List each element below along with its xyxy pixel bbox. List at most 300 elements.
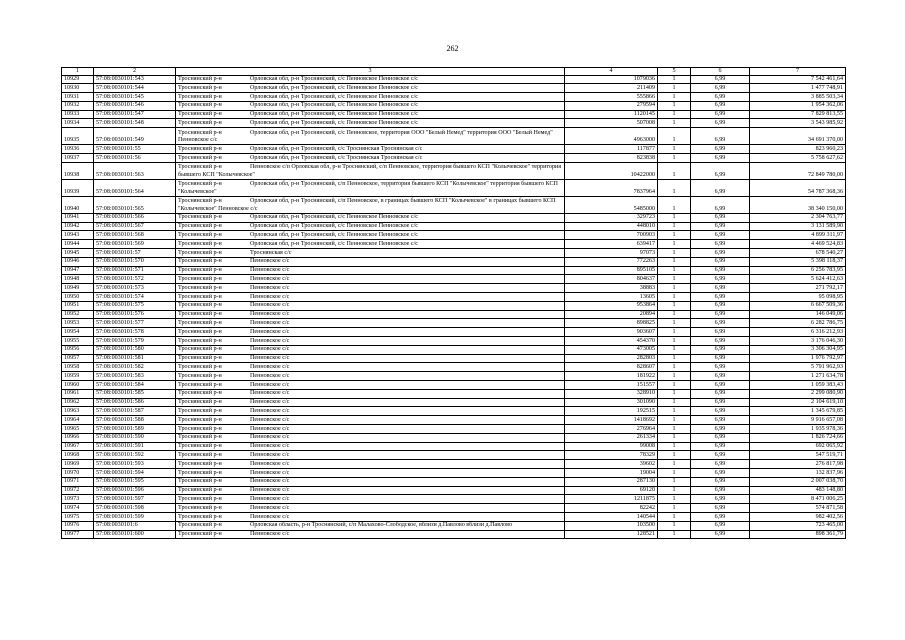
cadastral-number-cell: 57:08:0030101:547 <box>94 110 176 119</box>
coefficient-cell: 1 <box>658 213 691 222</box>
cadastral-value-cell: 271 792,17 <box>750 284 846 293</box>
cadastral-value-cell: 723 465,00 <box>750 521 846 530</box>
location-cell <box>176 337 565 346</box>
coefficient-cell: 1 <box>658 345 691 354</box>
coefficient-cell: 1 <box>658 460 691 469</box>
address-text: Пенновское с/с <box>250 346 290 353</box>
cadastral-value-cell: 2 299 080,90 <box>750 389 846 398</box>
address-text: Пенновское с/с <box>250 416 290 423</box>
address-text: Пенновское с/с <box>250 478 290 485</box>
row-number-cell: 10965 <box>62 425 94 434</box>
location-cell <box>176 222 565 231</box>
location-cell <box>176 319 565 328</box>
rate-cell: 6,99 <box>691 154 750 163</box>
rate-cell: 6,99 <box>691 249 750 258</box>
row-number-cell: 10966 <box>62 433 94 442</box>
table-row <box>62 93 846 102</box>
coefficient-cell: 1 <box>658 407 691 416</box>
area-cell: 287130 <box>565 477 658 486</box>
address-text: Орловская обл, р-н Троснянский, с/с Пенновское Пенновское с/с <box>250 214 419 221</box>
location-cell <box>176 266 565 275</box>
row-number-cell: 10957 <box>62 354 94 363</box>
address-text: Пенновское с/с <box>250 425 290 432</box>
rate-cell: 6,99 <box>691 145 750 154</box>
cadastral-number-cell: 57:08:0030101:545 <box>94 93 176 102</box>
location-cell <box>176 425 565 434</box>
cadastral-value-cell: 483 148,80 <box>750 486 846 495</box>
cadastral-value-cell: 678 540,27 <box>750 249 846 258</box>
address-text: Пенновское с/с <box>250 408 290 414</box>
location-cell <box>176 93 565 102</box>
area-cell: 555866 <box>565 93 658 102</box>
row-number-cell: 10967 <box>62 442 94 451</box>
address-text: Пенновское с/с <box>250 469 290 476</box>
table-row <box>62 495 846 504</box>
row-number-cell: 10963 <box>62 407 94 416</box>
rate-cell: 6,99 <box>691 275 750 284</box>
cadastral-number-cell: 57:08:0030101:582 <box>94 363 176 372</box>
address-text: Пенновское с/с <box>250 302 290 309</box>
address-text: Пенновское с/с <box>250 276 290 283</box>
cadastral-value-cell: 132 837,96 <box>750 468 846 477</box>
cadastral-value-cell: 6 316 212,93 <box>750 328 846 337</box>
rate-cell: 6,99 <box>691 530 750 539</box>
cadastral-value-cell: 1 059 383,43 <box>750 381 846 390</box>
cadastral-value-cell: 1 976 792,97 <box>750 354 846 363</box>
row-number-cell: 10931 <box>62 93 94 102</box>
area-cell: 7837964 <box>565 179 658 196</box>
district-text: Троснянский р-н <box>178 258 222 265</box>
cadastral-number-cell: 57:08:0030101:577 <box>94 319 176 328</box>
address-text: Пенновское с/с <box>250 293 290 300</box>
rate-cell: 6,99 <box>691 75 750 84</box>
district-text: Троснянский р-н <box>178 346 222 353</box>
district-text: Троснянский р-н <box>178 284 222 291</box>
coefficient-cell: 1 <box>658 266 691 275</box>
cadastral-number-cell: 57:08:0030101:586 <box>94 398 176 407</box>
area-cell: 953864 <box>565 301 658 310</box>
area-cell: 1079036 <box>565 75 658 84</box>
column-header: 1 <box>62 68 94 76</box>
location-cell <box>176 257 565 266</box>
coefficient-cell: 1 <box>658 433 691 442</box>
address-text: Пенновское с/с <box>250 372 290 379</box>
cadastral-value-cell: 38 340 150,00 <box>750 196 846 213</box>
cadastral-number-cell: 57:08:0030101:587 <box>94 407 176 416</box>
location-cell <box>176 293 565 302</box>
area-cell: 38883 <box>565 284 658 293</box>
cadastral-value-cell: 4 469 524,83 <box>750 240 846 249</box>
row-number-cell: 10943 <box>62 231 94 240</box>
cadastral-number-cell: 57:08:0030101:568 <box>94 231 176 240</box>
cadastral-value-cell: 3 306 304,95 <box>750 345 846 354</box>
column-header: 7 <box>750 68 846 76</box>
district-text: Троснянский р-н <box>178 390 222 397</box>
area-cell: 151557 <box>565 381 658 390</box>
cadastral-number-cell: 57:08:0030101:595 <box>94 477 176 486</box>
cadastral-number-cell: 57:08:0030101:584 <box>94 381 176 390</box>
rate-cell: 6,99 <box>691 504 750 513</box>
location-cell <box>176 101 565 110</box>
cadastral-value-cell: 5 791 962,93 <box>750 363 846 372</box>
location-cell <box>176 521 565 530</box>
table-row <box>62 284 846 293</box>
cadastral-number-cell: 57:08:0030101:573 <box>94 284 176 293</box>
row-number-cell: 10961 <box>62 389 94 398</box>
address-text: Пенновское с/с <box>250 487 290 494</box>
location-cell <box>176 154 565 163</box>
row-number-cell: 10929 <box>62 75 94 84</box>
cadastral-value-cell: 6 256 783,95 <box>750 266 846 275</box>
address-text: Пенновское с/с <box>250 337 290 344</box>
location-cell <box>176 231 565 240</box>
area-cell: 103500 <box>565 521 658 530</box>
rate-cell: 6,99 <box>691 442 750 451</box>
location-cell <box>176 468 565 477</box>
address-text: Пенновское с/с <box>250 258 290 265</box>
cadastral-number-cell: 57:08:0030101:579 <box>94 337 176 346</box>
column-number-row <box>62 68 846 76</box>
row-number-cell: 10959 <box>62 372 94 381</box>
district-text: Троснянский р-н <box>178 164 222 171</box>
location-cell <box>176 460 565 469</box>
area-cell: 1418692 <box>565 416 658 425</box>
table-row <box>62 257 846 266</box>
cadastral-value-cell: 574 871,58 <box>750 504 846 513</box>
district-text: Троснянский р-н <box>178 522 222 529</box>
cadastral-value-cell: 1 477 748,91 <box>750 84 846 93</box>
area-cell: 13605 <box>565 293 658 302</box>
coefficient-cell: 1 <box>658 495 691 504</box>
row-number-cell: 10974 <box>62 504 94 513</box>
district-text: Троснянский р-н <box>178 198 222 205</box>
location-cell <box>176 162 565 179</box>
area-cell: 898825 <box>565 319 658 328</box>
row-number-cell: 10948 <box>62 275 94 284</box>
district-text: Троснянский р-н <box>178 249 222 256</box>
cadastral-value-cell: 9 916 657,08 <box>750 416 846 425</box>
address-text: Орловская обл, р-н Троснянский, с/с Пенновское Пенновское с/с <box>250 102 419 109</box>
coefficient-cell: 1 <box>658 416 691 425</box>
area-cell: 903607 <box>565 328 658 337</box>
address-text: Орловская обл, р-н Троснянский, с/с Пенновское Пенновское с/с <box>250 223 419 230</box>
row-number-cell: 10934 <box>62 119 94 128</box>
district-text: Троснянский р-н <box>178 408 222 414</box>
table-row <box>62 530 846 539</box>
cadastral-value-cell: 72 849 780,00 <box>750 162 846 179</box>
coefficient-cell: 1 <box>658 75 691 84</box>
table-row <box>62 328 846 337</box>
rate-cell: 6,99 <box>691 486 750 495</box>
location-cell <box>176 196 565 213</box>
row-number-cell: 10958 <box>62 363 94 372</box>
cadastral-number-cell: 57:08:0030101:594 <box>94 468 176 477</box>
address-text: Пенновское с/с <box>250 328 290 335</box>
table-row <box>62 433 846 442</box>
address-text: Пенновское с/с <box>250 451 290 458</box>
district-text: Троснянский р-н <box>178 381 222 388</box>
table-row <box>62 301 846 310</box>
table-row <box>62 275 846 284</box>
table-row <box>62 293 846 302</box>
table-row <box>62 222 846 231</box>
cadastral-number-cell: 57:08:0030101:578 <box>94 328 176 337</box>
rate-cell: 6,99 <box>691 266 750 275</box>
location-cell <box>176 345 565 354</box>
rate-cell: 6,99 <box>691 477 750 486</box>
row-number-cell: 10962 <box>62 398 94 407</box>
cadastral-number-cell: 57:08:0030101:566 <box>94 213 176 222</box>
coefficient-cell: 1 <box>658 389 691 398</box>
cadastral-value-cell: 6 282 786,75 <box>750 319 846 328</box>
area-cell: 261334 <box>565 433 658 442</box>
address-text: Орловская обл, р-н Троснянский, с/с Пенновское Пенновское с/с <box>250 93 419 100</box>
cadastral-number-cell: 57:08:0030101:546 <box>94 101 176 110</box>
cadastral-number-cell: 57:08:0030101:588 <box>94 416 176 425</box>
coefficient-cell: 1 <box>658 249 691 258</box>
row-number-cell: 10930 <box>62 84 94 93</box>
area-cell: 507008 <box>565 119 658 128</box>
cadastral-value-cell: 2 104 619,10 <box>750 398 846 407</box>
address-text: Пенновское с/с <box>250 504 290 511</box>
cadastral-value-cell: 2 304 763,77 <box>750 213 846 222</box>
coefficient-cell: 1 <box>658 477 691 486</box>
cadastral-value-cell: 6 667 509,36 <box>750 301 846 310</box>
coefficient-cell: 1 <box>658 354 691 363</box>
cadastral-value-cell: 7 542 461,64 <box>750 75 846 84</box>
address-text: Пенновское с/с <box>250 390 290 397</box>
location-cell <box>176 110 565 119</box>
rate-cell: 6,99 <box>691 213 750 222</box>
cadastral-number-cell: 57:08:0030101:549 <box>94 128 176 145</box>
district-text: Троснянский р-н <box>178 337 222 344</box>
cadastral-value-cell: 5 624 412,63 <box>750 275 846 284</box>
rate-cell: 6,99 <box>691 222 750 231</box>
table-row <box>62 249 846 258</box>
location-cell <box>176 310 565 319</box>
row-number-cell: 10953 <box>62 319 94 328</box>
cadastral-value-cell: 547 519,71 <box>750 451 846 460</box>
location-cell <box>176 145 565 154</box>
table-row <box>62 398 846 407</box>
cadastral-number-cell: 57:08:0030101:597 <box>94 495 176 504</box>
rate-cell: 6,99 <box>691 337 750 346</box>
cadastral-number-cell: 57:08:0030101:56 <box>94 154 176 163</box>
area-cell: 700903 <box>565 231 658 240</box>
coefficient-cell: 1 <box>658 442 691 451</box>
address-text: Пенновское с/с <box>250 495 290 502</box>
cadastral-value-cell: 5 398 118,37 <box>750 257 846 266</box>
district-text: Троснянский р-н <box>178 276 222 283</box>
location-cell <box>176 275 565 284</box>
coefficient-cell: 1 <box>658 93 691 102</box>
table-row <box>62 75 846 84</box>
rate-cell: 6,99 <box>691 101 750 110</box>
cadastral-number-cell: 57:08:0030101:57 <box>94 249 176 258</box>
cadastral-value-cell: 5 758 627,62 <box>750 154 846 163</box>
rate-cell: 6,99 <box>691 93 750 102</box>
cadastral-value-cell: 3 176 046,30 <box>750 337 846 346</box>
area-cell: 276964 <box>565 425 658 434</box>
cadastral-number-cell: 57:08:0030101:571 <box>94 266 176 275</box>
coefficient-cell: 1 <box>658 468 691 477</box>
cadastral-number-cell: 57:08:0030101:592 <box>94 451 176 460</box>
row-number-cell: 10932 <box>62 101 94 110</box>
row-number-cell: 10960 <box>62 381 94 390</box>
rate-cell: 6,99 <box>691 119 750 128</box>
area-cell: 454370 <box>565 337 658 346</box>
area-cell: 128521 <box>565 530 658 539</box>
coefficient-cell: 1 <box>658 310 691 319</box>
location-cell <box>176 284 565 293</box>
location-cell <box>176 442 565 451</box>
area-cell: 328910 <box>565 389 658 398</box>
district-text: Троснянский р-н <box>178 451 222 458</box>
table-row <box>62 319 846 328</box>
land-register-table <box>61 67 846 539</box>
row-number-cell: 10941 <box>62 213 94 222</box>
location-cell <box>176 372 565 381</box>
table-row <box>62 345 846 354</box>
area-cell: 301090 <box>565 398 658 407</box>
location-cell <box>176 213 565 222</box>
page-number: 262 <box>446 44 459 53</box>
rate-cell: 6,99 <box>691 389 750 398</box>
area-cell: 97073 <box>565 249 658 258</box>
cadastral-number-cell: 57:08:0030101:544 <box>94 84 176 93</box>
address-text: Пенновское с/п Орловская обл, р-н Троснянский, с/п Пенновское, территория бывшего КСП "Колычевское" территория бывшего КСП "Колычевское" <box>178 164 562 178</box>
table-row <box>62 442 846 451</box>
address-text: Орловская обл, р-н Троснянский, с/п Пенновское, в границах бывшего КСП "Колычевское" в границах бывшего КСП "Колычевское" Пенновское с/с <box>178 198 556 212</box>
coefficient-cell: 1 <box>658 179 691 196</box>
district-text: Троснянский р-н <box>178 214 222 221</box>
rate-cell: 6,99 <box>691 372 750 381</box>
cadastral-number-cell: 57:08:0030101:6 <box>94 521 176 530</box>
area-cell: 117877 <box>565 145 658 154</box>
district-text: Троснянский р-н <box>178 93 222 100</box>
row-number-cell: 10940 <box>62 196 94 213</box>
area-cell: 192515 <box>565 407 658 416</box>
rate-cell: 6,99 <box>691 257 750 266</box>
coefficient-cell: 1 <box>658 425 691 434</box>
address-text: Пенновское с/с <box>250 513 290 520</box>
table-row <box>62 145 846 154</box>
address-text: Пенновское с/с <box>250 434 290 441</box>
row-number-cell: 10964 <box>62 416 94 425</box>
district-text: Троснянский р-н <box>178 311 222 318</box>
row-number-cell: 10942 <box>62 222 94 231</box>
location-cell <box>176 504 565 513</box>
cadastral-value-cell: 3 543 985,92 <box>750 119 846 128</box>
district-text: Троснянский р-н <box>178 513 222 520</box>
coefficient-cell: 1 <box>658 128 691 145</box>
address-text: Орловская обл, р-н Троснянский, с/с Пенновское, территория ООО "Белый Немед" территория ООО "Белый Немед" Пенновское с/с <box>178 129 553 144</box>
district-text: Троснянский р-н <box>178 240 222 247</box>
location-cell <box>176 354 565 363</box>
address-text: Пенновское с/с <box>250 381 290 388</box>
address-text: Орловская обл, р-н Троснянский, с/с Пенновское Пенновское с/с <box>250 76 419 83</box>
table-row <box>62 363 846 372</box>
cadastral-value-cell: 1 954 362,06 <box>750 101 846 110</box>
district-text: Троснянский р-н <box>178 425 222 432</box>
rate-cell: 6,99 <box>691 84 750 93</box>
row-number-cell: 10954 <box>62 328 94 337</box>
location-cell <box>176 407 565 416</box>
row-number-cell: 10971 <box>62 477 94 486</box>
coefficient-cell: 1 <box>658 222 691 231</box>
district-text: Троснянский р-н <box>178 504 222 511</box>
cadastral-number-cell: 57:08:0030101:599 <box>94 512 176 521</box>
district-text: Троснянский р-н <box>178 434 222 441</box>
rate-cell: 6,99 <box>691 240 750 249</box>
area-cell: 39602 <box>565 460 658 469</box>
coefficient-cell: 1 <box>658 84 691 93</box>
rate-cell: 6,99 <box>691 301 750 310</box>
area-cell: 78329 <box>565 451 658 460</box>
district-text: Троснянский р-н <box>178 372 222 379</box>
rate-cell: 6,99 <box>691 284 750 293</box>
address-text: Орловская обл, р-н Троснянский, с/с Пенновское Пенновское с/с <box>250 111 419 118</box>
location-cell <box>176 240 565 249</box>
area-cell: 895105 <box>565 266 658 275</box>
table-row <box>62 196 846 213</box>
area-cell: 140544 <box>565 512 658 521</box>
rate-cell: 6,99 <box>691 425 750 434</box>
area-cell: 99008 <box>565 442 658 451</box>
location-cell <box>176 328 565 337</box>
area-cell: 82242 <box>565 504 658 513</box>
coefficient-cell: 1 <box>658 530 691 539</box>
rate-cell: 6,99 <box>691 110 750 119</box>
row-number-cell: 10937 <box>62 154 94 163</box>
table-row <box>62 162 846 179</box>
location-cell <box>176 381 565 390</box>
row-number-cell: 10938 <box>62 162 94 179</box>
coefficient-cell: 1 <box>658 337 691 346</box>
cadastral-number-cell: 57:08:0030101:596 <box>94 486 176 495</box>
table-row <box>62 372 846 381</box>
row-number-cell: 10933 <box>62 110 94 119</box>
table-row <box>62 512 846 521</box>
area-cell: 772263 <box>565 257 658 266</box>
district-text: Троснянский р-н <box>178 443 222 450</box>
coefficient-cell: 1 <box>658 119 691 128</box>
cadastral-value-cell: 276 817,98 <box>750 460 846 469</box>
table-row <box>62 468 846 477</box>
row-number-cell: 10972 <box>62 486 94 495</box>
cadastral-value-cell: 1 345 679,85 <box>750 407 846 416</box>
cadastral-number-cell: 57:08:0030101:576 <box>94 310 176 319</box>
location-cell <box>176 301 565 310</box>
district-text: Троснянский р-н <box>178 181 222 188</box>
rate-cell: 6,99 <box>691 363 750 372</box>
cadastral-value-cell: 982 402,56 <box>750 512 846 521</box>
column-header: 3 <box>176 68 565 76</box>
cadastral-value-cell: 1 271 634,78 <box>750 372 846 381</box>
cadastral-number-cell: 57:08:0030101:567 <box>94 222 176 231</box>
table-row <box>62 119 846 128</box>
cadastral-number-cell: 57:08:0030101:580 <box>94 345 176 354</box>
district-text: Троснянский р-н <box>178 364 222 371</box>
rate-cell: 6,99 <box>691 398 750 407</box>
table-row <box>62 240 846 249</box>
coefficient-cell: 1 <box>658 521 691 530</box>
district-text: Троснянский р-н <box>178 267 222 274</box>
coefficient-cell: 1 <box>658 110 691 119</box>
cadastral-value-cell: 95 098,95 <box>750 293 846 302</box>
location-cell <box>176 530 565 539</box>
location-cell <box>176 495 565 504</box>
